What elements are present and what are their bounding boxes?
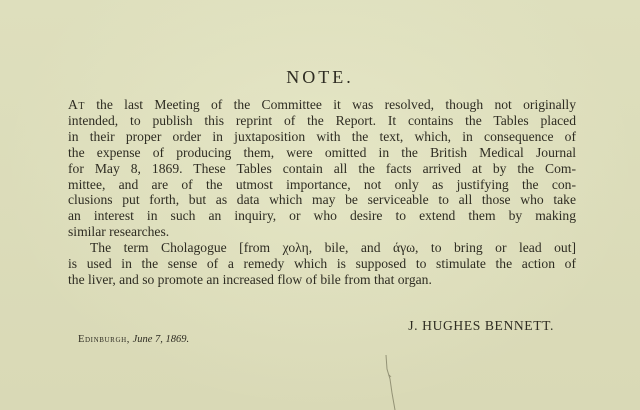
paragraph1-line-1 (68, 97, 576, 113)
signature: J. HUGHES BENNETT. (408, 318, 554, 333)
paragraph1-line-5: for May 8, 1869. These Tables contain all the facts arrived at by the Com- (68, 160, 576, 176)
paragraph1-line-4: the expense of producing them, were omitted in the British Medical Journal (68, 144, 576, 160)
place: Edinburgh, (78, 334, 130, 345)
note-heading: NOTE. (286, 67, 354, 87)
paragraph1-line-7: clusions put forth, but as data which may be serviceable to all those who take (68, 192, 576, 208)
paragraph2-line-3: the liver, and so promote an increased flow of bile from that organ. (68, 271, 432, 287)
paragraph1-line-1-text: the last Meeting of the Committee it was resolved, though not originally (84, 97, 576, 112)
note-body (68, 97, 576, 288)
paper-crease-mark (384, 355, 404, 410)
paragraph1-line-6: mittee, and are of the utmost importance, not only as justifying the con- (68, 176, 576, 192)
paragraph1-line-8: an interest in such an inquiry, or who desire to extend them by making (68, 208, 576, 224)
paragraph1-lead: At (68, 97, 85, 112)
paragraph1-line-2: intended, to publish this reprint of the Report. It contains the Tables placed (68, 112, 576, 128)
paragraph2-line-2: is used in the sense of a remedy which is supposed to stimulate the action of (68, 256, 576, 272)
paragraph2-line-1: The term Cholagogue [from χολη, bile, and άγω, to bring or lead out] (90, 240, 576, 256)
paragraph1-line-9: similar researches. (68, 224, 170, 240)
place-date (78, 334, 189, 345)
date: June 7, 1869. (132, 334, 190, 345)
paragraph1-line-3: in their proper order in juxtaposition with the text, which, in consequence of (68, 128, 576, 144)
